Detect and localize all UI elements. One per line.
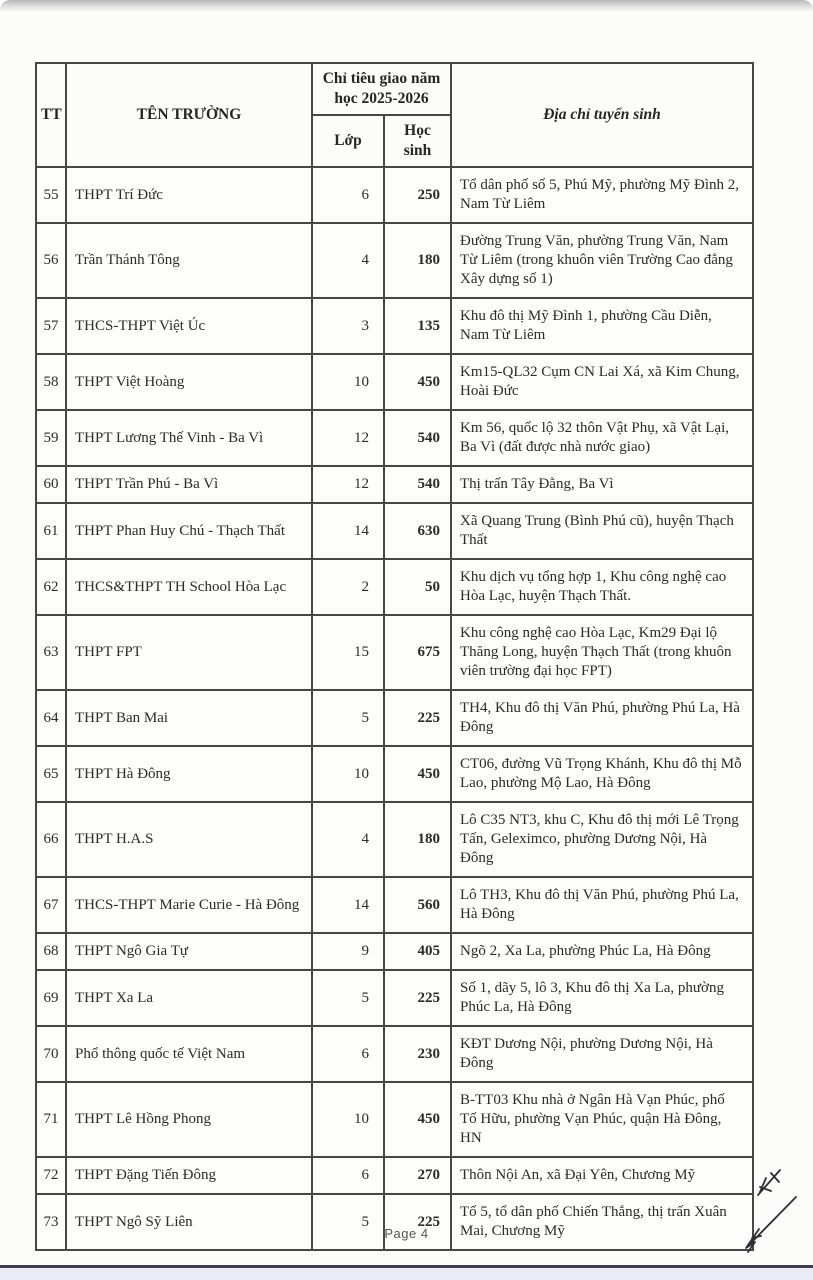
admission-address-cell: Khu dịch vụ tổng hợp 1, Khu công nghệ cao Hòa Lạc, huyện Thạch Thất. (451, 559, 753, 615)
header-quota-line1: Chỉ tiêu giao năm (322, 70, 441, 87)
classes-count-cell: 12 (312, 410, 384, 466)
scan-bottom-strip (0, 1268, 813, 1280)
students-count-cell: 450 (384, 354, 451, 410)
table-body (36, 167, 753, 1250)
admission-address-cell: Số 1, dãy 5, lô 3, Khu đô thị Xa La, phường Phúc La, Hà Đông (451, 970, 753, 1026)
classes-count-cell: 5 (312, 970, 384, 1026)
table-row (36, 503, 753, 559)
classes-count-cell: 5 (312, 690, 384, 746)
school-name-cell: THPT Hà Đông (66, 746, 312, 802)
school-name-cell: THPT H.A.S (66, 802, 312, 877)
admission-address-cell: Xã Quang Trung (Bình Phú cũ), huyện Thạch Thất (451, 503, 753, 559)
header-quota-group (312, 63, 451, 115)
school-name-cell: Trần Thánh Tông (66, 223, 312, 298)
header-students: Học sinh (384, 115, 451, 167)
admission-address-cell: B-TT03 Khu nhà ở Ngân Hà Vạn Phúc, phố Tố Hữu, phường Vạn Phúc, quận Hà Đông, HN (451, 1082, 753, 1157)
school-name-cell: THCS&THPT TH School Hòa Lạc (66, 559, 312, 615)
students-count-cell: 405 (384, 933, 451, 970)
row-number-cell: 70 (36, 1026, 66, 1082)
school-name-cell: Phổ thông quốc tế Việt Nam (66, 1026, 312, 1082)
students-count-cell: 560 (384, 877, 451, 933)
table-row (36, 690, 753, 746)
school-name-cell: THPT Việt Hoàng (66, 354, 312, 410)
table-row (36, 559, 753, 615)
classes-count-cell: 14 (312, 877, 384, 933)
table-row (36, 466, 753, 503)
classes-count-cell: 3 (312, 298, 384, 354)
row-number-cell: 58 (36, 354, 66, 410)
table-header (36, 63, 753, 167)
school-name-cell: THPT FPT (66, 615, 312, 690)
row-number-cell: 65 (36, 746, 66, 802)
table-row (36, 167, 753, 223)
students-count-cell: 225 (384, 690, 451, 746)
school-name-cell: THPT Ban Mai (66, 690, 312, 746)
row-number-cell: 73 (36, 1194, 66, 1250)
admission-address-cell: Ngõ 2, Xa La, phường Phúc La, Hà Đông (451, 933, 753, 970)
table-row (36, 1026, 753, 1082)
students-count-cell: 135 (384, 298, 451, 354)
table-row (36, 746, 753, 802)
students-count-cell: 225 (384, 970, 451, 1026)
classes-count-cell: 5 (312, 1194, 384, 1250)
row-number-cell: 63 (36, 615, 66, 690)
school-name-cell: THPT Phan Huy Chú - Thạch Thất (66, 503, 312, 559)
table-row (36, 1157, 753, 1194)
students-count-cell: 50 (384, 559, 451, 615)
school-name-cell: THPT Ngô Sỹ Liên (66, 1194, 312, 1250)
table-row (36, 933, 753, 970)
table-row (36, 877, 753, 933)
table-row (36, 223, 753, 298)
table-row (36, 354, 753, 410)
enrollment-quota-table (35, 62, 754, 1251)
row-number-cell: 56 (36, 223, 66, 298)
classes-count-cell: 14 (312, 503, 384, 559)
students-count-cell: 630 (384, 503, 451, 559)
table-row (36, 802, 753, 877)
header-quota-line2: học 2025-2026 (334, 90, 429, 107)
row-number-cell: 67 (36, 877, 66, 933)
classes-count-cell: 10 (312, 746, 384, 802)
admission-address-cell: Tổ dân phố số 5, Phú Mỹ, phường Mỹ Đình 2, Nam Từ Liêm (451, 167, 753, 223)
scan-top-edge (0, 0, 813, 11)
admission-address-cell: TH4, Khu đô thị Văn Phú, phường Phú La, Hà Đông (451, 690, 753, 746)
classes-count-cell: 10 (312, 1082, 384, 1157)
table-row (36, 298, 753, 354)
school-name-cell: THPT Trần Phú - Ba Vì (66, 466, 312, 503)
school-name-cell: THPT Ngô Gia Tự (66, 933, 312, 970)
row-number-cell: 60 (36, 466, 66, 503)
classes-count-cell: 4 (312, 223, 384, 298)
students-count-cell: 675 (384, 615, 451, 690)
header-tt: TT (36, 63, 66, 167)
classes-count-cell: 6 (312, 1026, 384, 1082)
pen-mark-icon (728, 1150, 813, 1262)
classes-count-cell: 6 (312, 1157, 384, 1194)
classes-count-cell: 10 (312, 354, 384, 410)
students-count-cell: 230 (384, 1026, 451, 1082)
row-number-cell: 61 (36, 503, 66, 559)
header-row-1 (36, 63, 753, 115)
school-name-cell: THPT Lê Hồng Phong (66, 1082, 312, 1157)
classes-count-cell: 12 (312, 466, 384, 503)
students-count-cell: 450 (384, 1082, 451, 1157)
row-number-cell: 72 (36, 1157, 66, 1194)
pen-mark-stroke-3 (748, 1197, 796, 1246)
students-count-cell: 250 (384, 167, 451, 223)
table-row (36, 1194, 753, 1250)
row-number-cell: 64 (36, 690, 66, 746)
table-row (36, 615, 753, 690)
students-count-cell: 450 (384, 746, 451, 802)
row-number-cell: 71 (36, 1082, 66, 1157)
row-number-cell: 62 (36, 559, 66, 615)
students-count-cell: 180 (384, 802, 451, 877)
school-name-cell: THPT Xa La (66, 970, 312, 1026)
admission-address-cell: CT06, đường Vũ Trọng Khánh, Khu đô thị Mỗ Lao, phường Mộ Lao, Hà Đông (451, 746, 753, 802)
table-row (36, 410, 753, 466)
students-count-cell: 270 (384, 1157, 451, 1194)
row-number-cell: 55 (36, 167, 66, 223)
school-name-cell: THCS-THPT Việt Úc (66, 298, 312, 354)
students-count-cell: 225 (384, 1194, 451, 1250)
row-number-cell: 68 (36, 933, 66, 970)
admission-address-cell: Khu công nghệ cao Hòa Lạc, Km29 Đại lộ Thăng Long, huyện Thạch Thất (trong khuôn viên trường đại học FPT) (451, 615, 753, 690)
admission-address-cell: Tổ 5, tổ dân phố Chiến Thắng, thị trấn Xuân Mai, Chương Mỹ (451, 1194, 753, 1250)
admission-address-cell: Km 56, quốc lộ 32 thôn Vật Phụ, xã Vật Lại, Ba Vì (đất được nhà nước giao) (451, 410, 753, 466)
classes-count-cell: 9 (312, 933, 384, 970)
admission-address-cell: Khu đô thị Mỹ Đình 1, phường Cầu Diễn, Nam Từ Liêm (451, 298, 753, 354)
admission-address-cell: Km15-QL32 Cụm CN Lai Xá, xã Kim Chung, Hoài Đức (451, 354, 753, 410)
table-row (36, 970, 753, 1026)
header-address: Địa chỉ tuyển sinh (451, 63, 753, 167)
page-number: Page 4 (384, 1226, 429, 1241)
admission-address-cell: Đường Trung Văn, phường Trung Văn, Nam Từ Liêm (trong khuôn viên Trường Cao đẳng Xây dựng số 1) (451, 223, 753, 298)
admission-address-cell: Thị trấn Tây Đằng, Ba Vì (451, 466, 753, 503)
students-count-cell: 540 (384, 410, 451, 466)
school-name-cell: THPT Trí Đức (66, 167, 312, 223)
admission-address-cell: Lô C35 NT3, khu C, Khu đô thị mới Lê Trọng Tấn, Geleximco, phường Dương Nội, Hà Đông (451, 802, 753, 877)
header-school-name: TÊN TRƯỜNG (66, 63, 312, 167)
admission-address-cell: Lô TH3, Khu đô thị Văn Phú, phường Phú La, Hà Đông (451, 877, 753, 933)
admission-address-cell: KĐT Dương Nội, phường Dương Nội, Hà Đông (451, 1026, 753, 1082)
admission-address-cell: Thôn Nội An, xã Đại Yên, Chương Mỹ (451, 1157, 753, 1194)
students-count-cell: 540 (384, 466, 451, 503)
students-count-cell: 180 (384, 223, 451, 298)
school-name-cell: THCS-THPT Marie Curie - Hà Đông (66, 877, 312, 933)
school-name-cell: THPT Đặng Tiến Đông (66, 1157, 312, 1194)
school-name-cell: THPT Lương Thế Vinh - Ba Vì (66, 410, 312, 466)
table-row (36, 1082, 753, 1157)
row-number-cell: 59 (36, 410, 66, 466)
row-number-cell: 66 (36, 802, 66, 877)
classes-count-cell: 2 (312, 559, 384, 615)
row-number-cell: 57 (36, 298, 66, 354)
row-number-cell: 69 (36, 970, 66, 1026)
classes-count-cell: 6 (312, 167, 384, 223)
classes-count-cell: 15 (312, 615, 384, 690)
header-classes: Lớp (312, 115, 384, 167)
classes-count-cell: 4 (312, 802, 384, 877)
